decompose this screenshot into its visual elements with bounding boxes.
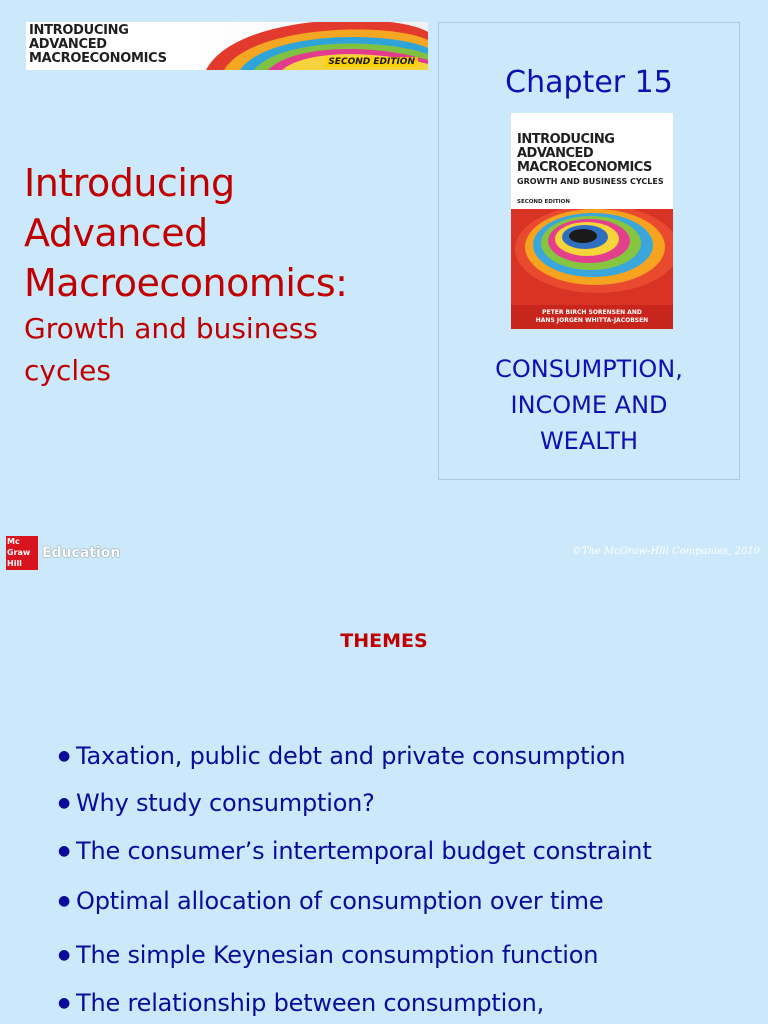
logo-line: Mc [7,537,20,546]
themes-slide [0,580,768,1024]
cover-authors [511,309,673,325]
theme-bullet-item [58,941,598,969]
cover-title-line: MACROECONOMICS [517,160,652,175]
topic-line: WEALTH [539,427,639,455]
cover-title [517,133,652,175]
chapter-label: Chapter 15 [505,65,673,100]
chapter-panel [438,22,740,480]
title-line: Advanced [24,211,208,255]
theme-bullet-item [58,989,544,1017]
chapter-topic [439,351,739,459]
banner-title-line: MACROECONOMICS [29,51,167,66]
cover-author-line: HANS JORGEN WHITTA-JACOBSEN [535,317,649,324]
bullet-dot-icon: ● [58,795,71,811]
banner-title-line: ADVANCED [29,37,107,52]
banner-title [29,24,199,66]
cover-subtitle: GROWTH AND BUSINESS CYCLES [517,177,664,186]
logo-line: Graw [7,548,31,557]
theme-text: Why study consumption? [76,789,375,817]
bullet-dot-icon: ● [58,893,71,909]
bullet-dot-icon: ● [58,748,71,764]
bullet-dot-icon: ● [58,843,71,859]
cover-edition: SECOND EDITION [517,199,570,205]
topic-line: INCOME AND [510,391,668,419]
bullet-dot-icon: ● [58,947,71,963]
themes-heading: THEMES [340,630,428,652]
subtitle-line: cycles [24,354,111,387]
theme-bullet-item [58,887,603,915]
theme-bullet-item [58,837,652,865]
book-cover-image [511,113,673,329]
book-banner-logo [26,22,428,70]
logo-line: Hill [7,559,22,568]
theme-text: Taxation, public debt and private consumption [76,742,626,770]
copyright-notice: ©The McGraw-Hill Companies, 2010 [571,546,760,557]
theme-text: The consumer’s intertemporal budget constraint [76,837,652,865]
cover-title-line: ADVANCED [517,146,594,161]
title-line: Introducing [24,161,235,205]
theme-text: Optimal allocation of consumption over time [76,887,604,915]
theme-text: The simple Keynesian consumption function [76,941,599,969]
book-title [24,158,424,392]
mcgraw-hill-logo [6,536,38,570]
publisher-division: Education [42,545,121,561]
bullet-dot-icon: ● [58,995,71,1011]
topic-line: CONSUMPTION, [495,355,683,383]
cover-title-line: INTRODUCING [517,132,615,147]
banner-title-line: INTRODUCING [29,23,129,38]
banner-edition: SECOND EDITION [325,57,418,67]
theme-text: The relationship between consumption, [76,989,545,1017]
publisher-logo [6,536,120,570]
subtitle-line: Growth and business [24,312,318,345]
cover-author-line: PETER BIRCH SORENSEN AND [542,309,642,316]
title-line: Macroeconomics: [24,261,348,305]
theme-bullet-item [58,789,375,817]
theme-bullet-item [58,742,625,770]
